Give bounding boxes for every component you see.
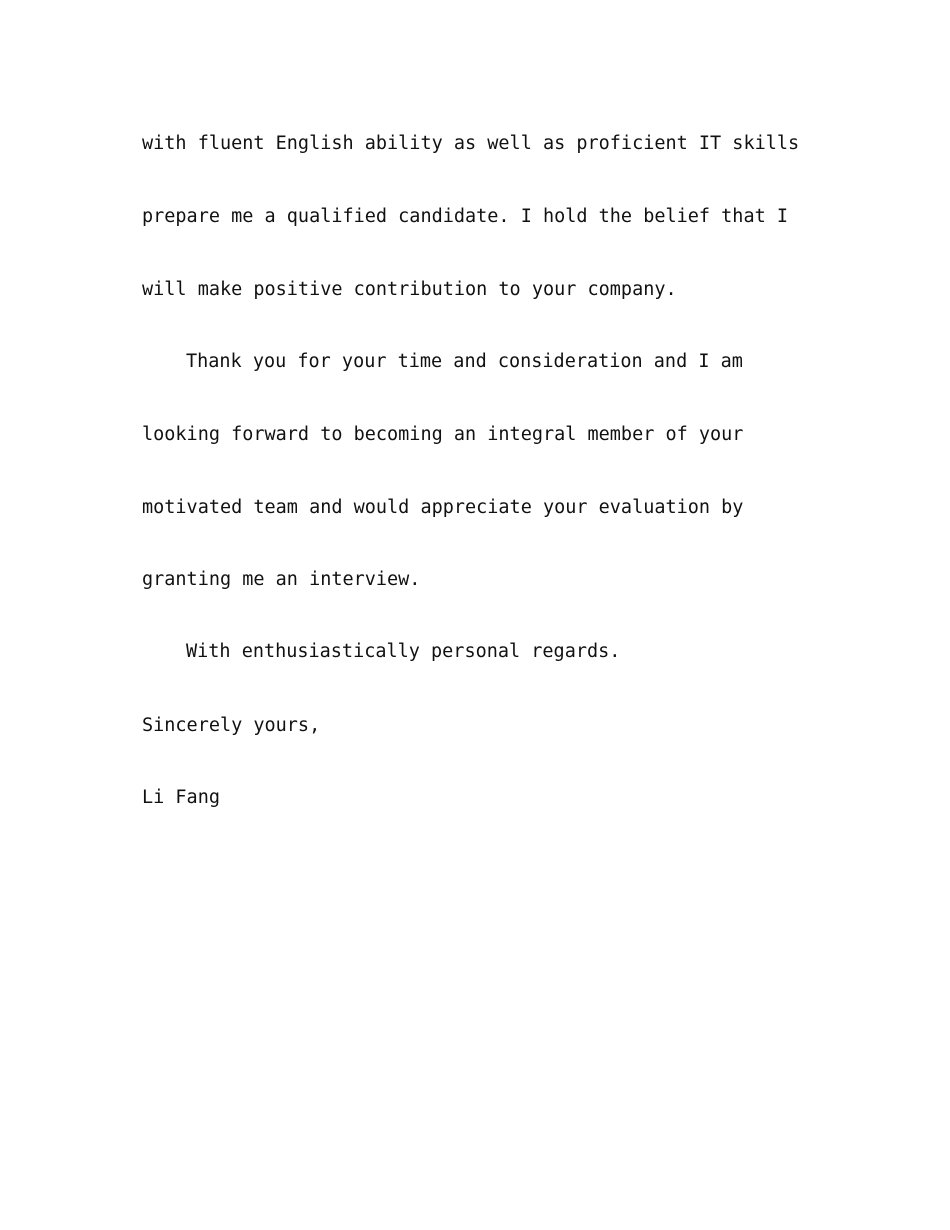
valediction: Sincerely yours, bbox=[142, 715, 321, 736]
letter-paragraph-start: Thank you for your time and consideration and I am bbox=[186, 351, 743, 372]
letter-line: motivated team and would appreciate your evaluation by bbox=[142, 497, 744, 518]
closing-regards: With enthusiastically personal regards. bbox=[186, 641, 621, 662]
letter-line: looking forward to becoming an integral member of your bbox=[142, 424, 744, 445]
letter-line: with fluent English ability as well as proficient IT skills bbox=[142, 133, 800, 154]
signature-name: Li Fang bbox=[142, 787, 220, 808]
letter-line: will make positive contribution to your company. bbox=[142, 279, 677, 300]
letter-line: granting me an interview. bbox=[142, 569, 421, 590]
letter-line: prepare me a qualified candidate. I hold the belief that I bbox=[142, 206, 789, 227]
